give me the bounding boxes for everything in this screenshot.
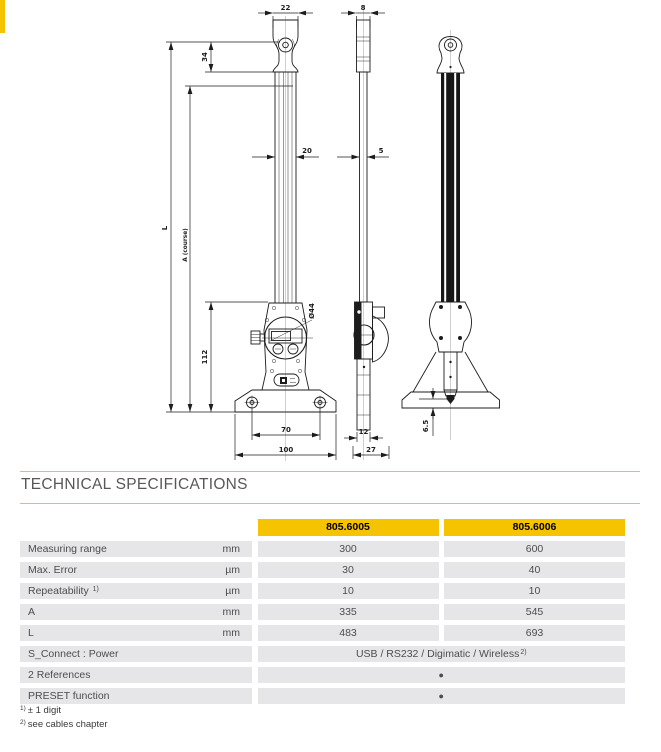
spec-label: A — [28, 606, 36, 618]
specifications-table — [20, 519, 625, 704]
side-view — [337, 4, 389, 460]
footnote-1: $^{1)}$ ± 1 digit — [20, 705, 61, 716]
spec-label: L — [28, 627, 34, 639]
dim-hanger-height: 34 — [201, 52, 209, 62]
spec-row-label — [20, 625, 252, 641]
spec-unit: µm — [225, 585, 240, 597]
column-header-805-6005: 805.6005 — [258, 519, 439, 536]
spec-row-label — [20, 562, 252, 578]
dim-dial-diameter: Ø44 — [308, 303, 316, 319]
spec-row-label — [20, 646, 252, 662]
footnote-2: $^{2)}$ see cables chapter — [20, 719, 108, 730]
spec-row-label — [20, 583, 252, 599]
spec-value: 693 — [444, 625, 625, 641]
dim-side-top-width: 8 — [360, 4, 366, 12]
spec-label: Max. Error — [28, 564, 78, 576]
spec-value: 335 — [258, 604, 439, 620]
dim-front-top-width: 22 — [280, 4, 291, 12]
spec-row-label — [20, 541, 252, 557]
dim-probe-clearance: 6.5 — [422, 419, 430, 433]
spec-unit: µm — [225, 564, 240, 576]
spec-value-merged: USB / RS232 / Digimatic / Wireless$^{2)}$ — [258, 646, 626, 662]
spec-unit: mm — [222, 627, 240, 639]
dim-slider-depth: 12 — [358, 428, 369, 436]
spec-unit: mm — [222, 606, 240, 618]
spec-label: PRESET function — [28, 690, 110, 702]
footnotes — [20, 704, 108, 732]
spec-row-label — [20, 688, 252, 704]
spec-label: S_Connect : Power — [28, 648, 119, 660]
feature-bullet: ● — [438, 691, 444, 701]
column-header-805-6006: 805.6006 — [444, 519, 625, 536]
table-corner-cell — [20, 519, 252, 536]
dim-overall-depth: 27 — [366, 446, 376, 454]
spec-unit: mm — [222, 543, 240, 555]
spec-value: 483 — [258, 625, 439, 641]
spec-label: 2 References — [28, 669, 91, 681]
spec-value: 10 — [258, 583, 439, 599]
dim-travel: A (course) — [183, 228, 189, 262]
spec-value-merged — [258, 688, 626, 704]
dim-base-width: 100 — [278, 446, 294, 454]
spec-value-merged — [258, 667, 626, 683]
spec-value: 600 — [444, 541, 625, 557]
feature-bullet: ● — [438, 670, 444, 680]
dim-carriage-height: 112 — [201, 349, 209, 365]
spec-label: Repeatability $^{1)}$ — [28, 585, 99, 597]
front-view — [161, 4, 336, 461]
dim-beam-depth: 5 — [378, 147, 384, 155]
dim-beam-width: 20 — [302, 147, 312, 155]
section-divider-top — [20, 471, 640, 472]
section-divider-bottom — [20, 503, 640, 504]
spec-value: 545 — [444, 604, 625, 620]
section-title: TECHNICAL SPECIFICATIONS — [21, 476, 248, 493]
spec-row-label — [20, 667, 252, 683]
spec-value: 30 — [258, 562, 439, 578]
spec-label: Measuring range — [28, 543, 107, 555]
dim-hole-spacing: 70 — [281, 426, 291, 434]
rear-view — [402, 30, 500, 440]
dim-total-height: L — [161, 225, 169, 231]
spec-row-label — [20, 604, 252, 620]
spec-value: 40 — [444, 562, 625, 578]
spec-value: 300 — [258, 541, 439, 557]
spec-value: 10 — [444, 583, 625, 599]
